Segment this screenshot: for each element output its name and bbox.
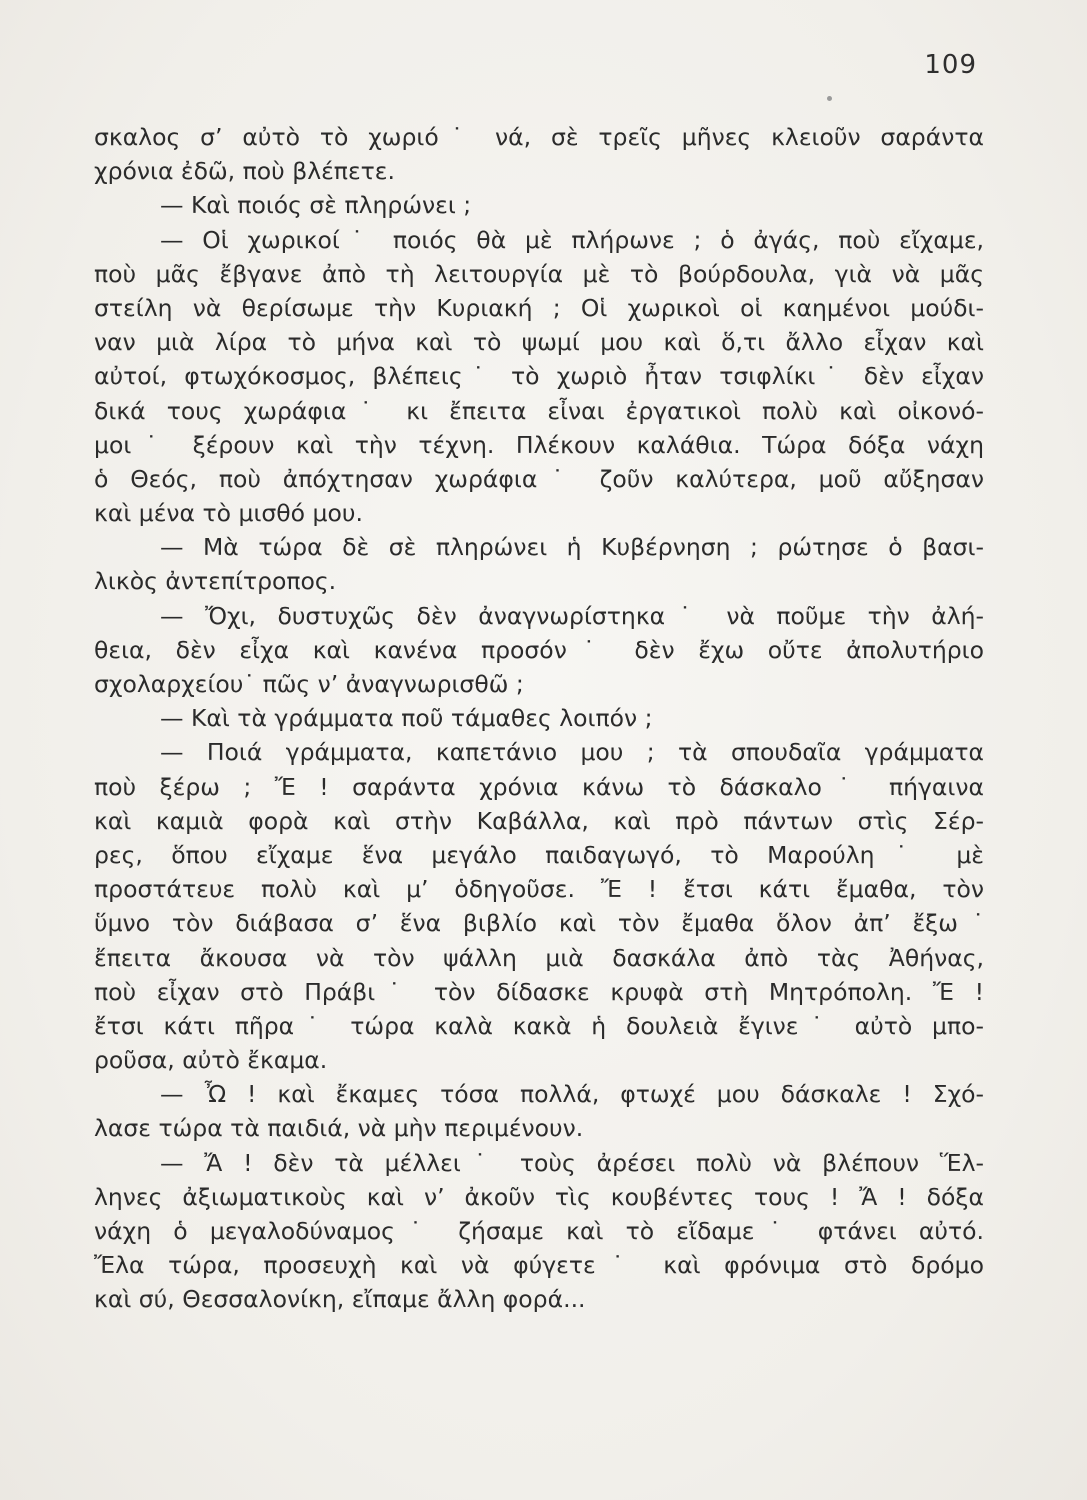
text-line: καὶ καμιὰ φορὰ καὶ στὴν Καβάλλα, καὶ πρὸ πάντων στὶς Σέρ- (94, 806, 984, 835)
text-line: — Μὰ τώρα δὲ σὲ πληρώνει ἡ Κυβέρνηση ; ρώτησε ὁ βασι- (160, 533, 984, 562)
text-line: σχολαρχείου˙ πῶς ν’ ἀναγνωρισθῶ ; (94, 670, 524, 698)
text-line: στείλη νὰ θερίσωμε τὴν Κυριακή ; Οἱ χωρικοὶ οἱ καημένοι μούδι- (94, 293, 984, 322)
text-line: — Ὦ ! καὶ ἔκαμες τόσα πολλά, φτωχέ μου δάσκαλε ! Σχό- (160, 1080, 984, 1109)
text-line: ποὺ εἶχαν στὸ Πράβι˙ τὸν δίδασκε κρυφὰ στὴ Μητρόπολη. Ἔ ! (94, 977, 984, 1006)
text-line: — Οἱ χωρικοί˙ ποιός θὰ μὲ πλήρωνε ; ὁ ἀγάς, ποὺ εἴχαμε, (160, 225, 984, 254)
text-line: ληνες ἀξιωματικοὺς καὶ ν’ ἀκοῦν τὶς κουβέντες τους ! Ἄ ! δόξα (94, 1182, 984, 1211)
text-line: λασε τώρα τὰ παιδιά, νὰ μὴν περιμένουν. (94, 1114, 584, 1143)
text-line: — Καὶ τὰ γράμματα ποῦ τάμαθες λοιπόν ; (160, 704, 653, 733)
text-line: — Ὄχι, δυστυχῶς δὲν ἀναγνωρίστηκα˙ νὰ ποῦμε τὴν ἀλή- (160, 601, 984, 630)
text-line: ἔτσι κάτι πῆρα˙ τώρα καλὰ κακὰ ἡ δουλειὰ ἔγινε˙ αὐτὸ μπο- (94, 1011, 984, 1040)
text-line: δικά τους χωράφια˙ κι ἔπειτα εἶναι ἐργατικοὶ πολὺ καὶ οἰκονό- (94, 396, 984, 425)
text-line: ρες, ὅπου εἴχαμε ἕνα μεγάλο παιδαγωγό, τὸ Μαρούλη˙ μὲ (94, 840, 984, 869)
text-line: θεια, δὲν εἶχα καὶ κανένα προσόν˙ δὲν ἔχω οὔτε ἀπολυτήριο (94, 635, 984, 664)
text-line: ἔπειτα ἄκουσα νὰ τὸν ψάλλη μιὰ δασκάλα ἀπὸ τὰς Ἀθήνας, (94, 943, 984, 972)
text-line: — Καὶ ποιός σὲ πληρώνει ; (160, 191, 472, 220)
text-line: Ἔλα τώρα, προσευχὴ καὶ νὰ φύγετε˙ καὶ φρόνιμα στὸ δρόμο (94, 1251, 984, 1280)
print-speck (827, 96, 832, 101)
text-line: ναν μιὰ λίρα τὸ μήνα καὶ τὸ ψωμί μου καὶ ὅ,τι ἄλλο εἶχαν καὶ (94, 328, 984, 357)
page-number: 109 (924, 50, 977, 80)
text-line: λικὸς ἀντεπίτροπος. (94, 567, 337, 596)
text-line: ὁ Θεός, ποὺ ἀπόχτησαν χωράφια˙ ζοῦν καλύτερα, μοῦ αὔξησαν (94, 464, 984, 493)
text-line: ποὺ ξέρω ; Ἔ ! σαράντα χρόνια κάνω τὸ δάσκαλο˙ πήγαινα (94, 772, 984, 801)
text-line: νάχη ὁ μεγαλοδύναμος˙ ζήσαμε καὶ τὸ εἴδαμε˙ φτάνει αὐτό. (94, 1217, 984, 1245)
text-line: μοι˙ ξέρουν καὶ τὴν τέχνη. Πλέκουν καλάθια. Τώρα δόξα νάχη (94, 430, 984, 459)
text-line: — Ἄ ! δὲν τὰ μέλλει˙ τοὺς ἀρέσει πολὺ νὰ βλέπουν Ἕλ- (160, 1148, 984, 1177)
text-line: ὕμνο τὸν διάβασα σ’ ἕνα βιβλίο καὶ τὸν ἔμαθα ὅλον ἀπ’ ἔξω˙ (94, 909, 984, 938)
text-line: χρόνια ἐδῶ, ποὺ βλέπετε. (94, 157, 395, 186)
text-line: προστάτευε πολὺ καὶ μ’ ὁδηγοῦσε. Ἔ ! ἔτσι κάτι ἔμαθα, τὸν (94, 875, 984, 904)
text-line: αὐτοί, φτωχόκοσμος, βλέπεις˙ τὸ χωριὸ ἦταν τσιφλίκι˙ δὲν εἶχαν (94, 362, 984, 391)
body-text (94, 120, 984, 1317)
text-line: ροῦσα, αὐτὸ ἔκαμα. (94, 1046, 328, 1075)
text-line: καὶ μένα τὸ μισθό μου. (94, 499, 363, 528)
text-line: — Ποιά γράμματα, καπετάνιο μου ; τὰ σπουδαῖα γράμματα (160, 738, 984, 767)
text-line: ποὺ μᾶς ἔβγανε ἀπὸ τὴ λειτουργία μὲ τὸ βούρδουλα, γιὰ νὰ μᾶς (94, 259, 984, 288)
text-line: καὶ σύ, Θεσσαλονίκη, εἴπαμε ἄλλη φορά... (94, 1285, 586, 1314)
text-line: σκαλος σ’ αὐτὸ τὸ χωριό˙ νά, σὲ τρεῖς μῆνες κλειοῦν σαράντα (94, 123, 984, 151)
